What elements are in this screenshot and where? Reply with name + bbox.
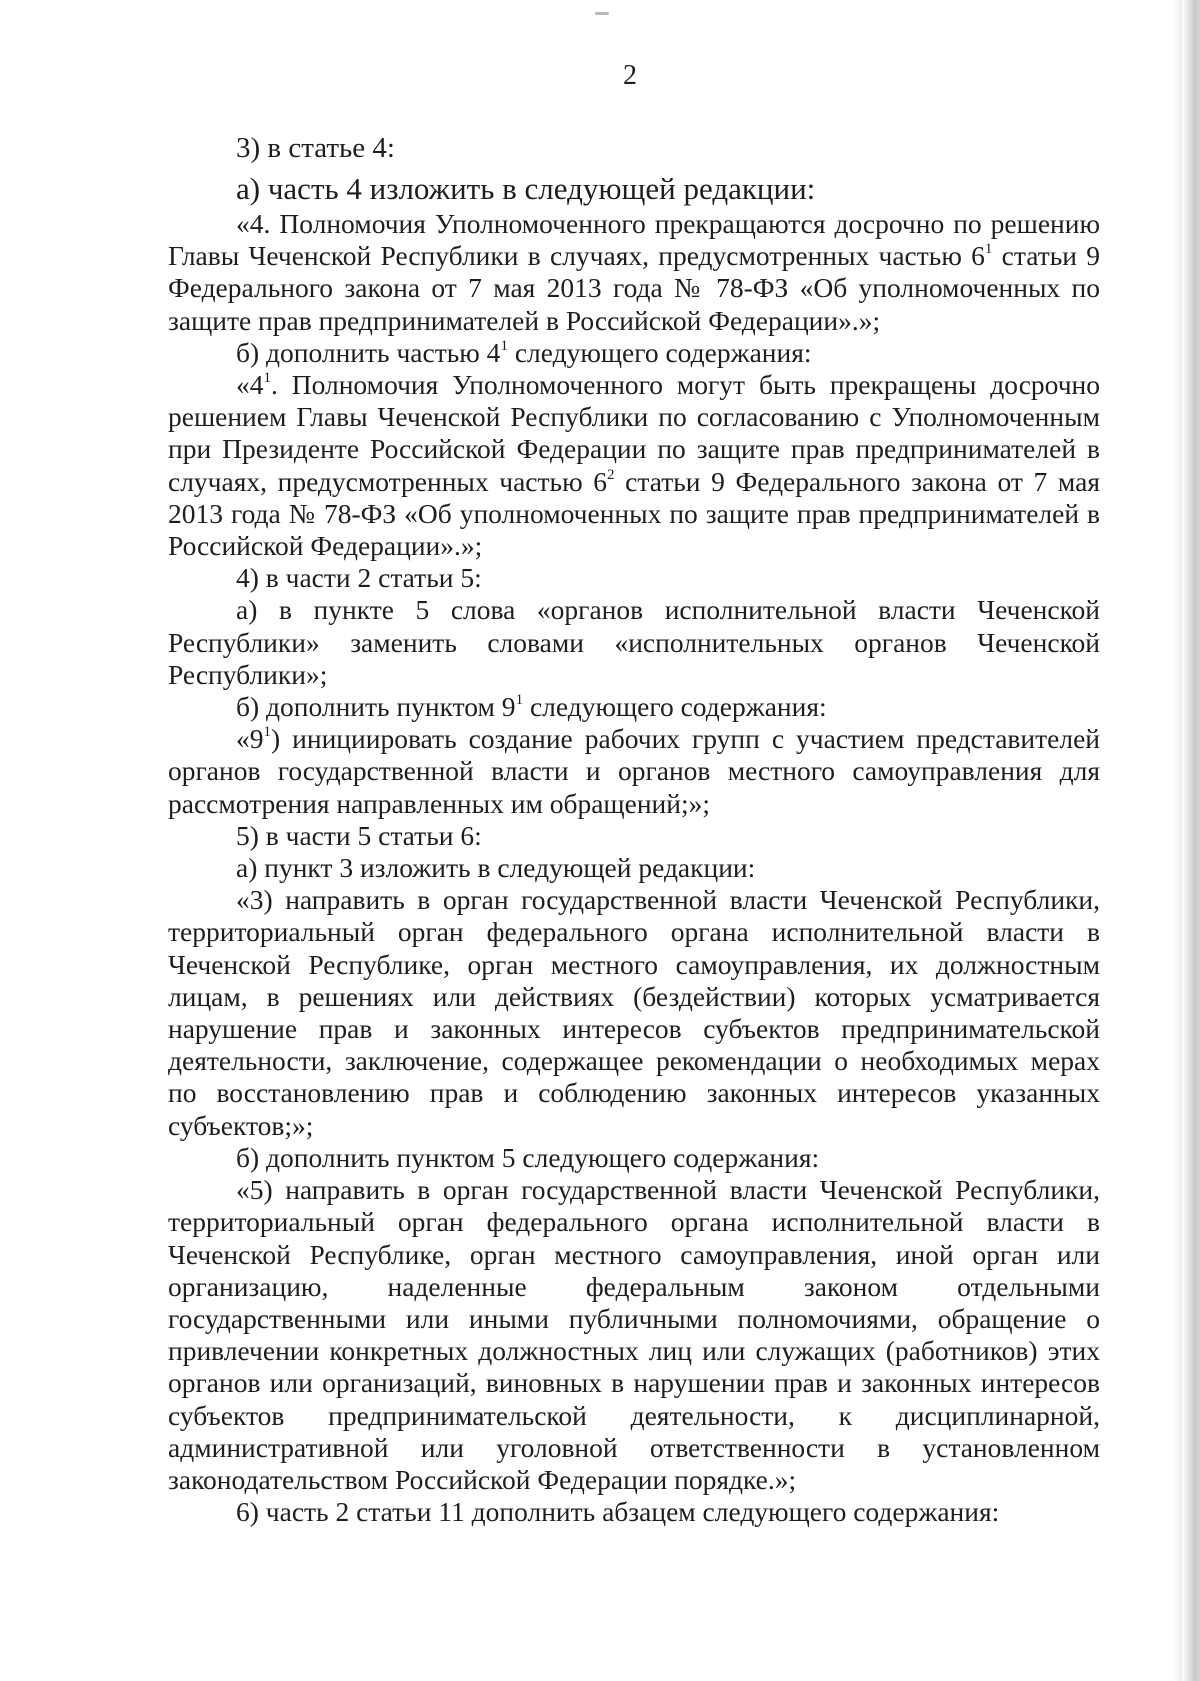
paragraph: а) пункт 3 изложить в следующей редакции: bbox=[236, 852, 756, 884]
paragraph: «4. Полномочия Уполномоченного прекращаются досрочно по решению Главы Чеченской Республики в случаях, предусмотренных частью $6^1$ статьи 9 Федерального закона от 7 мая 2013 года № 78-ФЗ «Об уполномоченных по защите прав предпринимателей в Российской Федерации».»; bbox=[168, 208, 1100, 336]
document-body bbox=[168, 128, 1100, 1528]
paragraph: 3) в статье 4: bbox=[236, 132, 395, 164]
paragraph: б) дополнить частью $4^1$ следующего содержания: bbox=[236, 336, 812, 368]
scan-edge-shadow bbox=[1174, 0, 1182, 1681]
paragraph: «$4^1$. Полномочия Уполномоченного могут быть прекращены досрочно решением Главы Чеченской Республики по согласованию с Уполномоченным при Президенте Российской Федерации по защите прав предпринимателей в случаях, предусмотренных частью $6^2$ статьи 9 Федерального закона от 7 мая 2013 года № 78-ФЗ «Об уполномоченных по защите прав предпринимателей в Российской Федерации».»; bbox=[168, 369, 1100, 562]
paragraph: б) дополнить пунктом $9^1$ следующего содержания: bbox=[236, 691, 827, 723]
scan-mark bbox=[595, 12, 609, 15]
paragraph: «5) направить в орган государственной власти Чеченской Республики, территориальный орган федерального органа исполнительной власти в Чеченской Республике, орган местного самоуправления, иной орган или организацию, наделенные федеральным законом отдельными государственными или иными публичными полномочиями, обращение о привлечении конкретных должностных лиц или служащих (работников) этих органов или организаций, виновных в нарушении прав и законных интересов субъектов предпринимательской деятельности, к дисциплинарной, административной или уголовной ответственности в установленном законодательством Российской Федерации порядке.»; bbox=[168, 1174, 1100, 1495]
paragraph: «3) направить в орган государственной власти Чеченской Республики, территориальный орган федерального органа исполнительной власти в Чеченской Республике, орган местного самоуправления, их должностным лицам, в решениях или действиях (бездействии) которых усматривается нарушение прав и законных интересов субъектов предпринимательской деятельности, заключение, содержащее рекомендации о необходимых мерах по восстановлению прав и соблюдению законных интересов указанных субъектов;»; bbox=[168, 884, 1100, 1141]
scan-edge bbox=[1182, 0, 1200, 1681]
page-number: 2 bbox=[623, 60, 637, 91]
superscript: 1 bbox=[263, 370, 271, 387]
paragraph: 4) в части 2 статьи 5: bbox=[236, 562, 482, 594]
superscript: 1 bbox=[500, 337, 508, 354]
paragraph: а) в пункте 5 слова «органов исполнительной власти Чеченской Республики» заменить словами «исполнительных органов Чеченской Республики»; bbox=[168, 594, 1100, 690]
superscript: 1 bbox=[515, 692, 524, 709]
paragraph: 5) в части 5 статьи 6: bbox=[236, 819, 482, 851]
paragraph: «$9^1$) инициировать создание рабочих групп с участием представителей органов государственной власти и органов местного самоуправления для рассмотрения направленных им обращений;»; bbox=[168, 723, 1100, 819]
paragraph: б) дополнить пунктом 5 следующего содержания: bbox=[236, 1141, 820, 1173]
superscript: 2 bbox=[607, 466, 615, 483]
superscript: 1 bbox=[263, 724, 271, 741]
paragraph: а) часть 4 изложить в следующей редакции: bbox=[236, 171, 816, 206]
superscript: 1 bbox=[984, 241, 993, 258]
paragraph: 6) часть 2 статьи 11 дополнить абзацем следующего содержания: bbox=[236, 1496, 1000, 1528]
